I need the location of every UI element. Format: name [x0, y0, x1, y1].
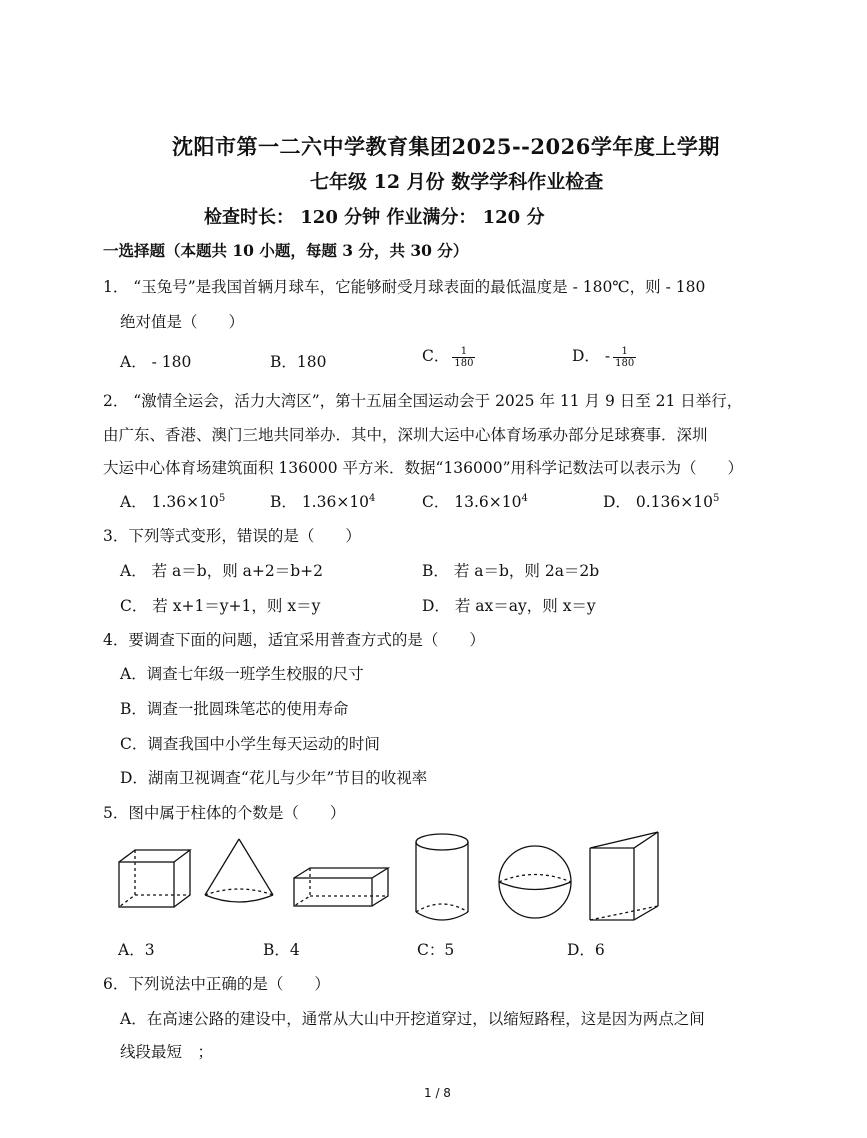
q1-stem-line2: 绝对值是（ ）: [120, 313, 245, 331]
q1-option-a: A． - 180: [120, 353, 192, 371]
page-number: 1 / 8: [424, 1086, 451, 1100]
document-subtitle: 七年级 12 月份 数学学科作业检查: [310, 171, 604, 193]
q3-option-d: D． 若 ax＝ay，则 x＝y: [422, 597, 596, 615]
q3-stem: 3．下列等式变形，错误的是（ ）: [103, 527, 361, 545]
q5-stem: 5．图中属于柱体的个数是（ ）: [103, 804, 346, 822]
q2-option-c: [422, 490, 528, 512]
q2-option-a-exponent: 5: [218, 492, 226, 504]
fraction-numerator: 1: [613, 346, 636, 358]
q4-option-c: C．调查我国中小学生每天运动的时间: [120, 735, 380, 753]
q6-option-a-line1: A．在高速公路的建设中，通常从大山中开挖道穿过，以缩短路程，这是因为两点之间: [120, 1010, 705, 1028]
q2-stem-line1: 2． “激情全运会，活力大湾区”，第十五届全国运动会于 2025 年 11 月 9 日至 21 日举行，: [103, 392, 743, 410]
cylinder-icon: [414, 832, 470, 926]
q2-option-c-exponent: 4: [521, 492, 528, 504]
q1-option-d-label: D． -: [572, 347, 611, 365]
cone-icon: [203, 837, 275, 911]
q5-option-a: A．3: [118, 941, 155, 959]
cube-icon: [117, 848, 192, 912]
q1-stem-line1: 1． “玉兔号”是我国首辆月球车，它能够耐受月球表面的最低温度是 - 180℃，则 - 180: [103, 278, 706, 296]
q3-option-a: A． 若 a＝b，则 a+2＝b+2: [120, 562, 323, 580]
q1-option-d-fraction: [613, 346, 636, 369]
document-title: 沈阳市第一二六中学教育集团2025--2026学年度上学期: [172, 134, 720, 159]
q2-option-d-base: D． 0.136×10: [603, 493, 713, 511]
q2-option-d-exponent: 5: [712, 492, 720, 504]
q2-stem-line2: 由广东、香港、澳门三地共同举办．其中，深圳大运中心体育场承办部分足球赛事．深圳: [103, 426, 708, 444]
fraction-denominator: 180: [454, 357, 474, 369]
q2-option-a-base: A． 1.36×10: [120, 493, 219, 511]
q2-option-b: [270, 490, 375, 512]
q6-option-a-line2: 线段最短 ；: [120, 1043, 214, 1061]
q4-option-a: A．调查七年级一班学生校服的尺寸: [120, 665, 364, 683]
q1-option-c: [422, 344, 475, 369]
q2-option-b-base: B． 1.36×10: [270, 493, 370, 511]
q1-option-c-label: C．: [422, 347, 450, 365]
sphere-icon: [496, 843, 574, 925]
section-heading: 一选择题（本题共 10 小题，每题 3 分，共 30 分）: [103, 241, 469, 260]
q2-option-a: [120, 490, 225, 512]
q1-option-c-fraction: [452, 346, 475, 369]
q4-option-b: B．调查一批圆珠笔芯的使用寿命: [120, 700, 349, 718]
q5-option-c: C：5: [417, 941, 455, 959]
q4-option-d: D．湖南卫视调查“花儿与少年”节目的收视率: [120, 769, 428, 787]
q2-option-d: [603, 490, 719, 512]
q2-option-c-base: C． 13.6×10: [422, 493, 522, 511]
fraction-numerator: 1: [452, 346, 475, 358]
q2-option-b-exponent: 4: [369, 492, 376, 504]
q6-stem: 6．下列说法中正确的是（ ）: [103, 975, 330, 993]
triangular-prism-icon: [588, 830, 660, 928]
q3-option-b: B． 若 a＝b，则 2a＝2b: [422, 562, 600, 580]
q1-option-b: B．180: [270, 353, 327, 371]
q2-stem-line3: 大运中心体育场建筑面积 136000 平方米．数据“136000”用科学记数法可以表示为（ ）: [103, 459, 744, 477]
q5-option-d: D．6: [567, 941, 605, 959]
exam-info: 检查时长： 120 分钟 作业满分： 120 分: [204, 207, 545, 228]
q3-option-c: C． 若 x+1＝y+1，则 x＝y: [120, 597, 321, 615]
cuboid-icon: [292, 866, 392, 912]
q5-option-b: B．4: [263, 941, 300, 959]
q4-stem: 4．要调查下面的问题，适宜采用普查方式的是（ ）: [103, 631, 485, 649]
fraction-denominator: 180: [615, 357, 635, 369]
q1-option-d: [572, 344, 636, 369]
